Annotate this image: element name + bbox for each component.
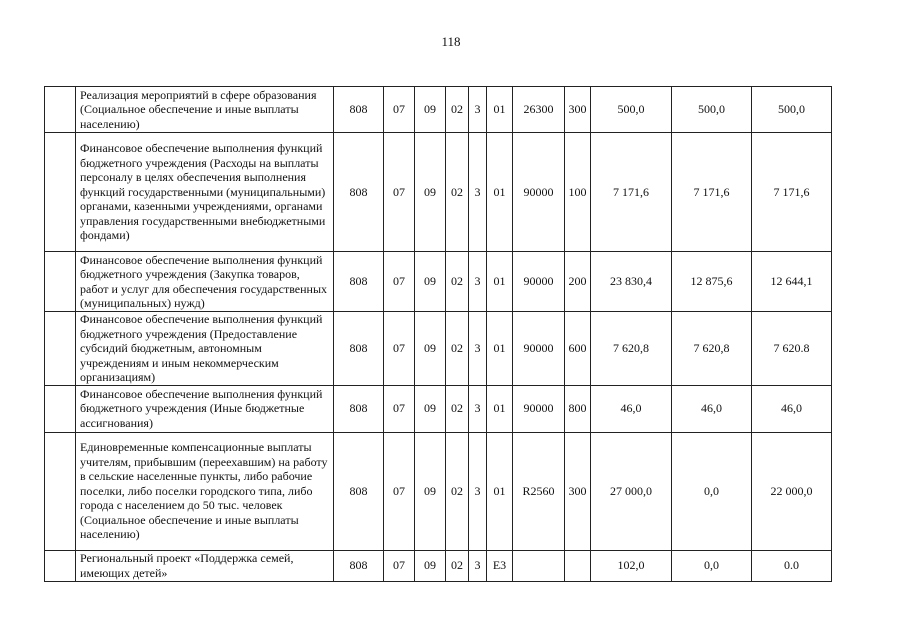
row-event: 01 <box>487 312 513 386</box>
row-value-3: 7 171,6 <box>752 133 832 252</box>
row-event: 01 <box>487 432 513 550</box>
row-direction: 90000 <box>513 385 565 432</box>
row-direction: 90000 <box>513 312 565 386</box>
row-section: 07 <box>384 252 415 312</box>
row-event: 01 <box>487 252 513 312</box>
row-subsection: 09 <box>415 312 446 386</box>
row-value-3: 12 644,1 <box>752 252 832 312</box>
row-blank-cell <box>45 432 76 550</box>
row-expense-type: 200 <box>565 252 591 312</box>
row-subprogram: 3 <box>469 133 487 252</box>
row-blank-cell <box>45 133 76 252</box>
row-expense-type: 300 <box>565 87 591 133</box>
row-code: 808 <box>334 133 384 252</box>
row-program: 02 <box>446 432 469 550</box>
row-code: 808 <box>334 432 384 550</box>
row-blank-cell <box>45 385 76 432</box>
row-subprogram: 3 <box>469 550 487 581</box>
row-event: 01 <box>487 133 513 252</box>
row-code: 808 <box>334 87 384 133</box>
row-name: Финансовое обеспечение выполнения функций бюджетного учреждения (Предоставление субсидий бюджетным, автономным учреждениям и иным некоммерческим организациям) <box>76 312 334 386</box>
row-section: 07 <box>384 133 415 252</box>
row-blank-cell <box>45 87 76 133</box>
row-name: Региональный проект «Поддержка семей, имеющих детей» <box>76 550 334 581</box>
row-expense-type <box>565 550 591 581</box>
row-expense-type: 600 <box>565 312 591 386</box>
row-direction: 90000 <box>513 133 565 252</box>
row-event: 01 <box>487 87 513 133</box>
row-program: 02 <box>446 312 469 386</box>
row-expense-type: 800 <box>565 385 591 432</box>
row-subsection: 09 <box>415 252 446 312</box>
table-row <box>45 550 832 581</box>
row-name: Финансовое обеспечение выполнения функций бюджетного учреждения (Расходы на выплаты персоналу в целях обеспечения выполнения функций государственными (муниципальными) органами, казенными учреждениями, органами управления государственными внебюджетными фондами) <box>76 133 334 252</box>
table-row <box>45 432 832 550</box>
row-value-2: 0,0 <box>672 550 752 581</box>
row-name: Финансовое обеспечение выполнения функций бюджетного учреждения (Иные бюджетные ассигнования) <box>76 385 334 432</box>
table-row <box>45 133 832 252</box>
row-value-2: 500,0 <box>672 87 752 133</box>
row-program: 02 <box>446 133 469 252</box>
row-value-1: 7 171,6 <box>591 133 672 252</box>
row-value-1: 27 000,0 <box>591 432 672 550</box>
row-name: Реализация мероприятий в сфере образования (Социальное обеспечение и иные выплаты населению) <box>76 87 334 133</box>
row-direction: R2560 <box>513 432 565 550</box>
row-blank-cell <box>45 312 76 386</box>
row-subsection: 09 <box>415 385 446 432</box>
row-expense-type: 100 <box>565 133 591 252</box>
row-program: 02 <box>446 385 469 432</box>
row-code: 808 <box>334 550 384 581</box>
row-section: 07 <box>384 432 415 550</box>
row-code: 808 <box>334 385 384 432</box>
row-value-1: 500,0 <box>591 87 672 133</box>
table-row <box>45 252 832 312</box>
row-subsection: 09 <box>415 87 446 133</box>
row-code: 808 <box>334 252 384 312</box>
row-section: 07 <box>384 550 415 581</box>
row-subprogram: 3 <box>469 432 487 550</box>
row-value-2: 12 875,6 <box>672 252 752 312</box>
row-value-1: 102,0 <box>591 550 672 581</box>
row-event: Е3 <box>487 550 513 581</box>
row-subsection: 09 <box>415 432 446 550</box>
row-value-3: 7 620.8 <box>752 312 832 386</box>
row-subsection: 09 <box>415 133 446 252</box>
page-number: 118 <box>441 34 461 49</box>
row-section: 07 <box>384 312 415 386</box>
table-row <box>45 385 832 432</box>
row-value-2: 0,0 <box>672 432 752 550</box>
row-program: 02 <box>446 252 469 312</box>
row-section: 07 <box>384 87 415 133</box>
row-section: 07 <box>384 385 415 432</box>
row-subprogram: 3 <box>469 252 487 312</box>
row-blank-cell <box>45 550 76 581</box>
row-subsection: 09 <box>415 550 446 581</box>
row-value-3: 500,0 <box>752 87 832 133</box>
row-value-2: 7 171,6 <box>672 133 752 252</box>
row-expense-type: 300 <box>565 432 591 550</box>
row-value-1: 23 830,4 <box>591 252 672 312</box>
row-subprogram: 3 <box>469 385 487 432</box>
table-row <box>45 87 832 133</box>
row-value-2: 46,0 <box>672 385 752 432</box>
row-program: 02 <box>446 550 469 581</box>
row-value-1: 46,0 <box>591 385 672 432</box>
row-code: 808 <box>334 312 384 386</box>
row-direction: 90000 <box>513 252 565 312</box>
row-value-3: 0.0 <box>752 550 832 581</box>
table-row <box>45 312 832 386</box>
row-value-1: 7 620,8 <box>591 312 672 386</box>
row-value-2: 7 620,8 <box>672 312 752 386</box>
row-subprogram: 3 <box>469 87 487 133</box>
row-value-3: 46,0 <box>752 385 832 432</box>
row-direction: 26300 <box>513 87 565 133</box>
row-value-3: 22 000,0 <box>752 432 832 550</box>
row-event: 01 <box>487 385 513 432</box>
budget-table <box>44 86 832 582</box>
row-subprogram: 3 <box>469 312 487 386</box>
row-program: 02 <box>446 87 469 133</box>
row-name: Финансовое обеспечение выполнения функций бюджетного учреждения (Закупка товаров, работ и услуг для обеспечения государственных (муниципальных) нужд) <box>76 252 334 312</box>
row-name: Единовременные компенсационные выплаты учителям, прибывшим (переехавшим) на работу в сельские населенные пункты, либо рабочие поселки, либо поселки городского типа, либо города с населением до 50 тыс. человек (Социальное обеспечение и иные выплаты населению) <box>76 432 334 550</box>
row-blank-cell <box>45 252 76 312</box>
row-direction <box>513 550 565 581</box>
